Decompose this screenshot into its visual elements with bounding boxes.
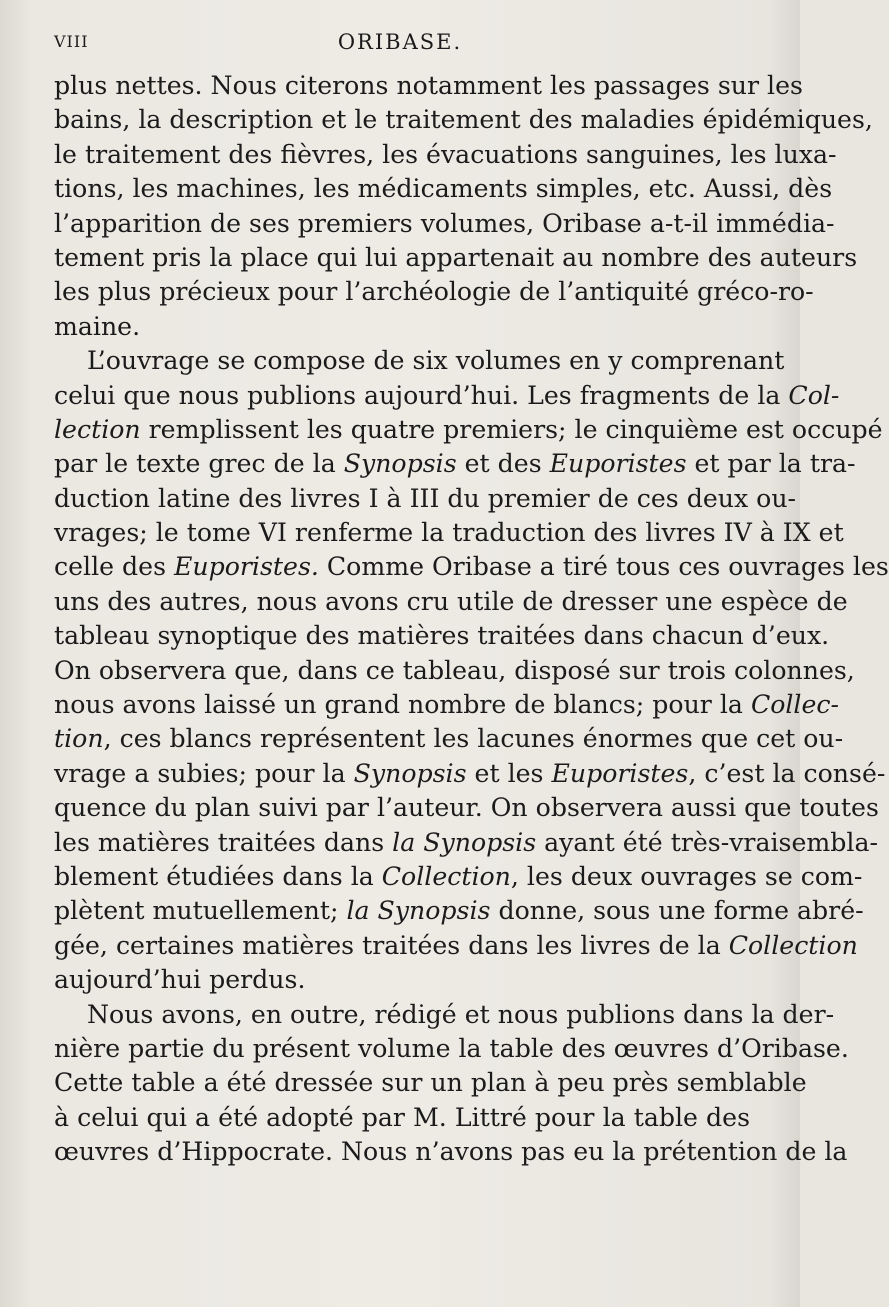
text-segment: les plus précieux pour l’archéologie de l’antiquité gréco-ro- <box>54 277 814 307</box>
text-segment: ayant été très-vraisembla- <box>536 827 878 857</box>
text-segment: celui que nous publions aujourd’hui. Les fragments de la <box>54 380 789 410</box>
text-segment: œuvres d’Hippocrate. Nous n’avons pas eu la prétention de la <box>54 1137 848 1167</box>
text-segment: plètent mutuellement; <box>54 896 347 926</box>
page-number: VIII <box>54 32 89 51</box>
text-segment: duction latine des livres I à III du premier de ces deux ou- <box>54 483 797 513</box>
text-line <box>54 447 856 481</box>
text-segment: uns des autres, nous avons cru utile de dresser une espèce de <box>54 586 848 616</box>
text-segment: le traitement des fièvres, les évacuations sanguines, les luxa- <box>54 139 837 169</box>
text-line <box>54 344 785 378</box>
text-line <box>54 482 797 516</box>
text-line <box>54 688 840 722</box>
text-line <box>54 929 858 963</box>
paragraph <box>54 998 849 1170</box>
text-segment: aujourd’hui perdus. <box>54 965 306 995</box>
italic-text: la Synopsis <box>392 827 537 857</box>
text-segment: L’ouvrage se compose de six volumes en y comprenant <box>87 346 785 376</box>
text-line <box>54 963 750 997</box>
text-line <box>54 998 835 1032</box>
running-title: ORIBASE. <box>337 30 463 54</box>
text-line <box>54 860 863 894</box>
text-line <box>54 826 878 860</box>
text-segment: vrage a subies; pour la <box>54 758 354 788</box>
text-line <box>54 275 814 309</box>
text-segment: Nous avons, en outre, rédigé et nous publions dans la der- <box>87 999 835 1029</box>
text-segment: quence du plan suivi par l’auteur. On observera aussi que toutes <box>54 793 879 823</box>
text-segment: tement pris la place qui lui appartenait au nombre des auteurs <box>54 242 858 272</box>
text-line <box>54 207 835 241</box>
italic-text: Collec- <box>750 690 840 720</box>
text-line <box>54 619 830 653</box>
text-segment: l’apparition de ses premiers volumes, Oribase a-t-il immédia- <box>54 208 835 238</box>
text-segment: , les deux ouvrages se com- <box>510 861 863 891</box>
text-segment: Cette table a été dressée sur un plan à peu près semblable <box>54 1068 807 1098</box>
text-segment: blement étudiées dans la <box>54 861 382 891</box>
text-segment: et des <box>456 449 550 479</box>
text-segment: maine. <box>54 311 141 341</box>
text-line <box>54 1135 848 1169</box>
text-line <box>54 413 883 447</box>
italic-text: Euporistes <box>551 758 689 788</box>
running-head <box>54 30 746 60</box>
italic-text: la Synopsis <box>346 896 491 926</box>
italic-text: Col- <box>788 380 840 410</box>
text-line <box>54 1032 849 1066</box>
text-line <box>54 172 833 206</box>
text-segment: tions, les machines, les médicaments simples, etc. Aussi, dès <box>54 174 833 204</box>
body-text <box>54 69 889 1170</box>
italic-text: tion <box>54 724 104 754</box>
italic-text: Euporistes <box>549 449 687 479</box>
text-line <box>54 722 844 756</box>
italic-text: Synopsis <box>343 449 457 479</box>
text-segment: Comme Oribase a tiré tous ces ouvrages les <box>318 552 889 582</box>
italic-text: Synopsis <box>353 758 467 788</box>
text-segment: gée, certaines matières traitées dans les livres de la <box>54 930 729 960</box>
italic-text: Collection <box>381 861 511 891</box>
paragraph <box>54 344 889 997</box>
text-segment: nous avons laissé un grand nombre de blancs; pour la <box>54 690 751 720</box>
text-line <box>54 550 889 584</box>
text-line <box>54 1101 750 1135</box>
text-segment: à celui qui a été adopté par M. Littré pour la table des <box>54 1102 750 1132</box>
italic-text: Collection <box>728 930 858 960</box>
text-line <box>54 757 886 791</box>
paragraph <box>54 69 873 344</box>
text-line <box>54 379 840 413</box>
text-line <box>54 516 844 550</box>
text-line <box>54 138 837 172</box>
text-line <box>54 310 750 344</box>
text-line <box>54 894 864 928</box>
text-line <box>54 1066 807 1100</box>
text-line <box>54 654 855 688</box>
text-segment: , c’est la consé- <box>688 758 886 788</box>
text-segment: bains, la description et le traitement des maladies épidémiques, <box>54 105 873 135</box>
text-segment: remplissent les quatre premiers; le cinquième est occupé <box>140 414 883 444</box>
italic-text: Euporistes. <box>174 552 319 582</box>
text-segment: celle des <box>54 552 174 582</box>
text-segment: et par la tra- <box>686 449 856 479</box>
text-line <box>54 103 873 137</box>
text-line <box>54 69 803 103</box>
text-segment: , ces blancs représentent les lacunes énormes que cet ou- <box>103 724 844 754</box>
text-segment: donne, sous une forme abré- <box>490 896 864 926</box>
italic-text: lection <box>54 414 141 444</box>
text-segment: tableau synoptique des matières traitées dans chacun d’eux. <box>54 621 830 651</box>
text-line <box>54 791 879 825</box>
text-segment: nière partie du présent volume la table des œuvres d’Oribase. <box>54 1033 849 1063</box>
text-line <box>54 241 858 275</box>
text-segment: plus nettes. Nous citerons notamment les passages sur les <box>54 71 803 100</box>
text-segment: par le texte grec de la <box>54 449 344 479</box>
text-segment: et les <box>466 758 552 788</box>
text-line <box>54 585 848 619</box>
text-segment: vrages; le tome VI renferme la traduction des livres IV à IX et <box>54 518 844 548</box>
text-segment: On observera que, dans ce tableau, disposé sur trois colonnes, <box>54 655 855 685</box>
text-segment: les matières traitées dans <box>54 827 393 857</box>
